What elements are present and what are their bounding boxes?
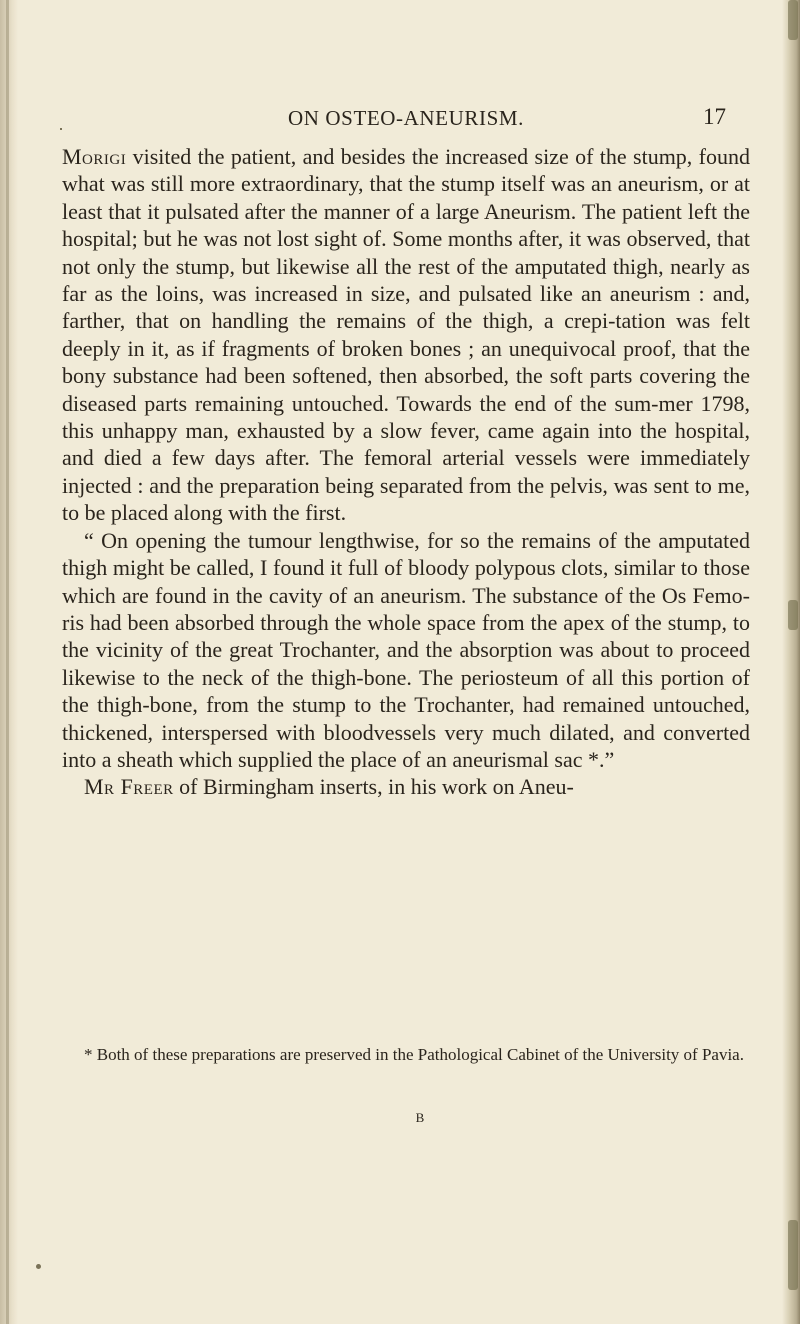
paragraph-lead: Morigi bbox=[62, 144, 127, 169]
page-gutter bbox=[0, 0, 18, 1324]
paragraph-text: visited the patient, and besides the increased size of the stump, found what was still more extraordinary, that the stump itself was an aneurism, or at least that it pulsated after the manner of a large Aneurism. The patient left the hospital; but he was not lost sight of. Some months after, it was observed, that not only the stump, but likewise all the rest of the amputated thigh, nearly as far as the loins, was increased in size, and pulsated like an aneurism : and, farther, that on handling the remains of the thigh, a crepi-tation was felt deeply in it, as if fragments of broken bones ; an unequivocal proof, that the bony substance had been softened, then absorbed, the soft parts covering the diseased parts remaining untouched. Towards the end of the sum-mer 1798, this unhappy man, exhausted by a slow fever, came again into the hospital, and died a few days after. The femoral arterial vessels were immediately injected : and the preparation being separated from the pelvis, was sent to me, to be placed along with the first. bbox=[62, 144, 750, 526]
running-head: ON OSTEO-ANEURISM. bbox=[288, 106, 524, 130]
paragraph bbox=[62, 143, 750, 527]
body-text bbox=[62, 143, 750, 801]
footnote bbox=[62, 1043, 750, 1066]
edge-stain bbox=[788, 600, 798, 630]
ink-spot bbox=[36, 1264, 41, 1269]
edge-stain bbox=[788, 0, 798, 40]
page-header bbox=[62, 104, 750, 136]
paragraph bbox=[62, 527, 750, 774]
edge-stain bbox=[788, 1220, 798, 1290]
paragraph-lead: Mr Freer bbox=[84, 774, 174, 800]
paragraph-text: “ On opening the tumour lengthwise, for so the remains of the amputated thigh might be called, I found it full of bloody polypous clots, similar to those which are found in the cavity of an aneurism. The substance of the Os Femo-ris had been absorbed through the whole space from the apex of the stump, to the vicinity of the great Trochanter, and the absorption was about to proceed likewise to the neck of the thigh-bone. The periosteum of all this portion of the thigh-bone, from the stump to the Trochanter, had remained untouched, thickened, interspersed with bloodvessels very much dilated, and converted into a sheath which supplied the place of an aneurismal sac *.” bbox=[62, 527, 750, 772]
page-number: 17 bbox=[703, 104, 726, 129]
paragraph bbox=[62, 773, 750, 800]
page-edge bbox=[782, 0, 800, 1324]
gutter-line bbox=[6, 0, 9, 1324]
footnote-text: * Both of these preparations are preserved in the Pathological Cabinet of the University of Pavia. bbox=[84, 1045, 744, 1064]
signature-mark: B bbox=[415, 1110, 425, 1125]
paragraph-text: of Birmingham inserts, in his work on Aneu- bbox=[173, 774, 574, 800]
